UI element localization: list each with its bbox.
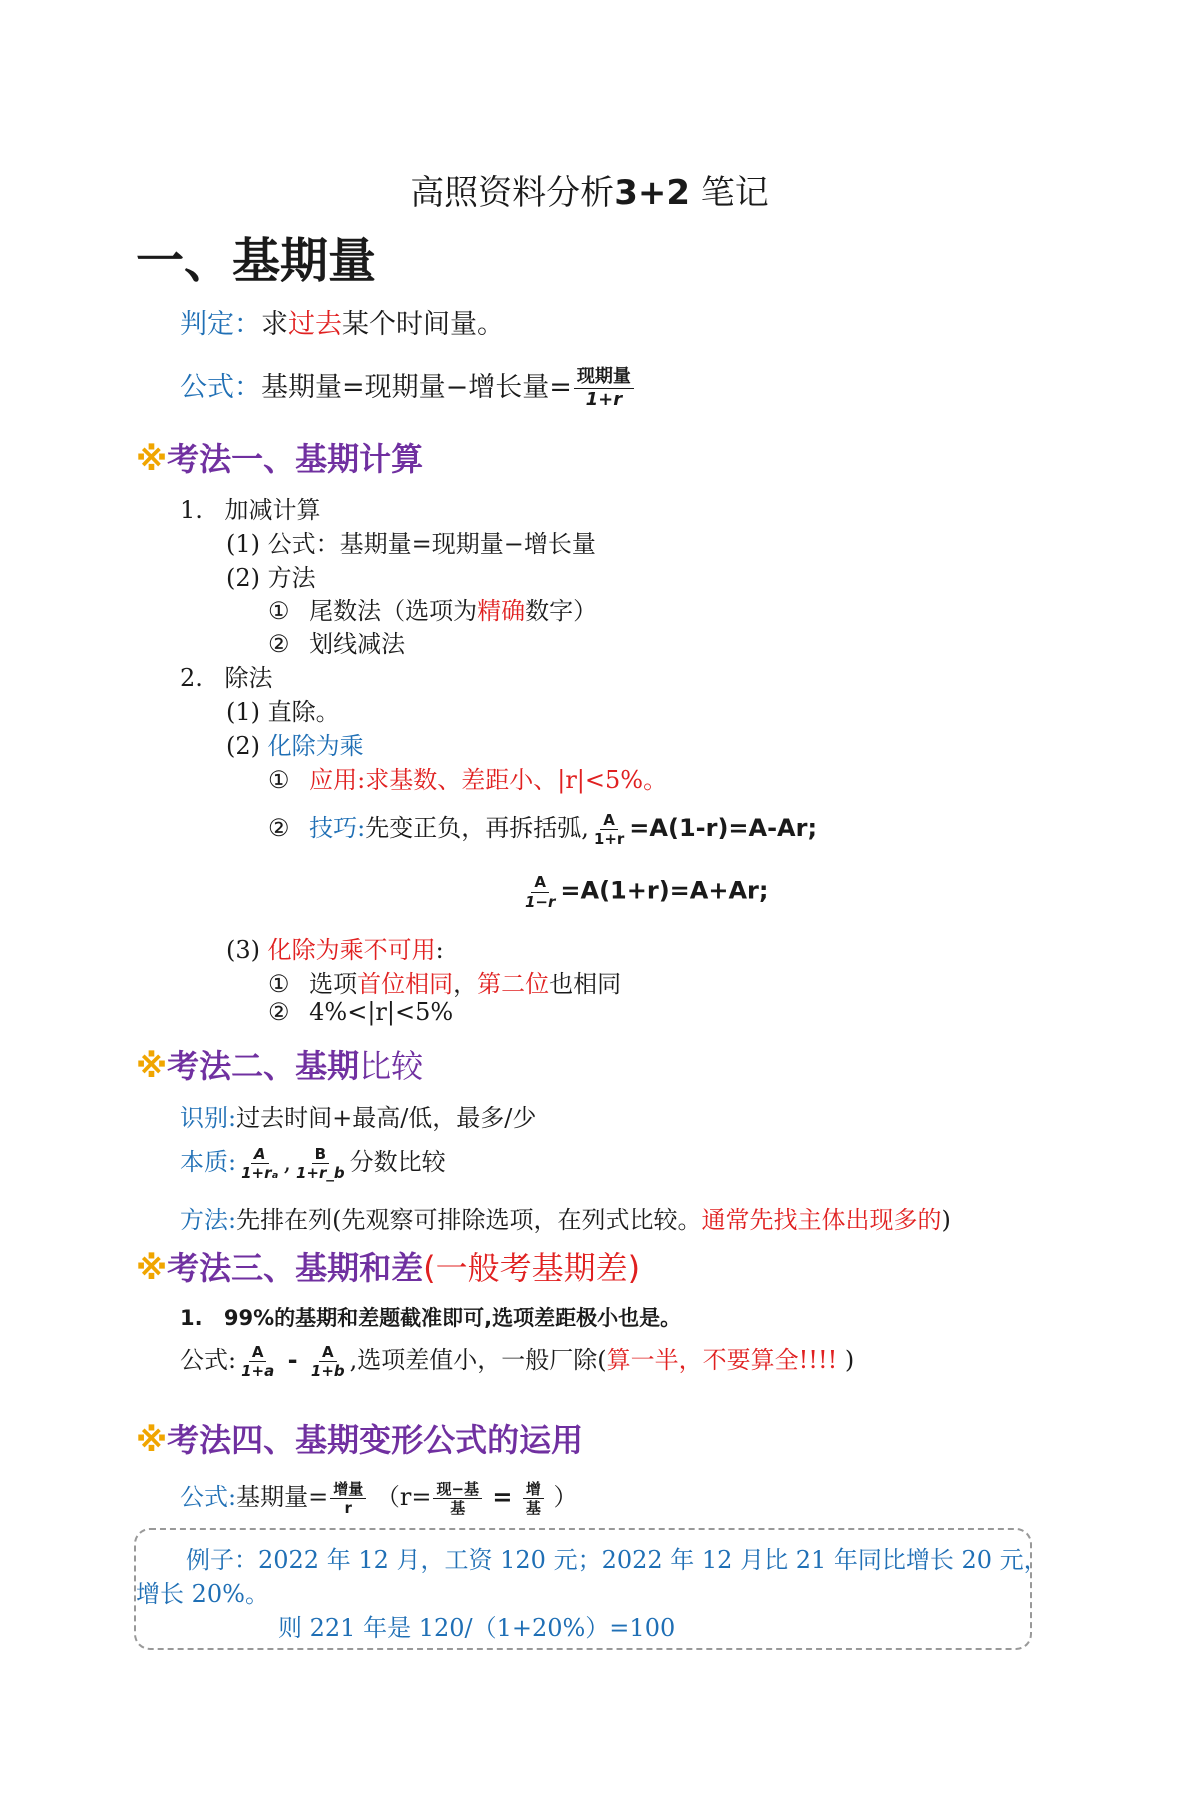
essence-fraction-b [293,1146,348,1182]
circle-text-red-2: 第二位 [477,970,550,998]
page-title [0,165,1179,214]
circle-item-first-digit [268,964,621,999]
judge-text-3: 某个时间量。 [342,309,504,340]
essence-line [180,1142,446,1182]
method2-heading [136,1041,423,1087]
formula-label: 公式： [180,372,261,403]
reference-mark-icon: ※ [136,1249,168,1287]
list-item-1 [180,490,321,525]
item-number: 1. [180,496,203,524]
circle-text-red: 应用:求基数、差距小、|r|<5%。 [309,766,668,794]
circle-item-apply [268,760,667,795]
fraction-denominator: r [344,1499,352,1517]
essence-fraction-a [238,1146,281,1182]
circle-item-1 [268,591,597,626]
method3-title-red: (一般考基期差) [423,1249,641,1287]
list-item-2 [180,658,273,693]
formula-label: 公式: [180,1483,237,1511]
identify-label: 识别: [180,1104,237,1132]
formula-text: 基期量= [236,1483,329,1511]
circle-text-a: 尾数法（选项为 [309,597,478,625]
circle-number: ② [268,814,290,842]
example-line-2: 增长 20%。 [136,1580,269,1608]
fraction-denominator: 1+r_b [296,1164,345,1182]
reference-mark-icon: ※ [136,1421,168,1459]
formula-text-end: ) [837,1346,855,1374]
m3-formula-line [180,1340,854,1380]
fraction-denominator: 1+rₐ [241,1164,279,1182]
circle-text-c: 数字） [525,597,598,625]
item-text: 99%的基期和差题截准即可,选项差距极小也是。 [223,1306,682,1330]
minus-sign: - [279,1346,306,1374]
item-text: 加减计算 [224,496,321,524]
title-bold: 3+2 [614,173,690,213]
title-prefix: 高照资料分析 [410,173,615,213]
formula-fraction [574,367,634,410]
title-suffix: 笔记 [690,173,769,213]
method1-title: 考法一、基期计算 [167,440,424,478]
skill-formula-1: =A(1-r)=A-Ar; [629,814,818,842]
method2-title-2: 比较 [359,1047,424,1085]
formula-label: 公式: [180,1346,237,1374]
sub-item-2-3 [226,930,444,965]
fraction-denominator: 1+r [585,389,623,410]
method4-title: 考法四、基期变形公式的运用 [167,1421,584,1459]
judge-label: 判定： [180,309,261,340]
example-line-1: 例子：2022 年 12 月，工资 120 元；2022 年 12 月比 21 年同比增长 20 元， [186,1546,1048,1574]
fraction-numerator: 现−基 [433,1481,482,1500]
skill-fraction-1 [591,812,627,848]
identify-text: 过去时间+最高/低，最多/少 [236,1104,537,1132]
method4-heading [136,1415,583,1461]
method-line [180,1200,951,1235]
item-number: 1. [180,1306,203,1330]
circle-number: ① [268,970,290,998]
circle-text-red-1: 首位相同 [357,970,454,998]
method2-title: 考法二、基期 [167,1047,360,1085]
identify-line [180,1098,536,1133]
sub-text-blue: 化除为乘 [267,732,364,760]
judge-text-1: 求 [261,309,288,340]
fraction-numerator: A [249,1344,267,1363]
method-text: 先排在列(先观察可排除选项，在列式比较。 [236,1206,702,1234]
sub-item-2-1: (1) 直除。 [226,698,340,726]
circle-text-comma: ， [453,970,478,998]
formula-text: 基期量=现期量−增长量= [261,372,572,403]
item-text: 除法 [224,664,273,692]
section-heading: 一、基期量 [136,233,377,289]
reference-mark-icon: ※ [136,440,168,478]
circle-item-rate [268,998,453,1026]
fraction-numerator: 增量 [330,1481,366,1500]
fraction-numerator: B [312,1146,329,1165]
sub-item-1-1: (1) 公式：基期量=现期量−增长量 [226,530,596,558]
fraction-numerator: A [531,874,549,893]
method3-heading [136,1243,640,1289]
method-label: 方法: [180,1206,237,1234]
equals-sign: = [484,1483,521,1511]
fraction-denominator: 1−r [525,892,556,911]
circle-number: ① [268,597,290,625]
fraction-numerator: A [251,1146,269,1165]
formula-line [180,365,636,410]
sub-text-red: 化除为乘不可用 [267,936,436,964]
circle-text-e: 也相同 [549,970,622,998]
m3-item-1 [180,1302,681,1332]
circle-text: 4%<|r|<5% [309,998,454,1026]
m4-fraction-b [433,1481,482,1517]
judge-line [180,302,504,341]
circle-text-a: 选项 [309,970,358,998]
m4-fraction-a [330,1481,366,1517]
fraction-denominator: 基 [525,1499,541,1517]
method1-heading [136,434,423,480]
sub-number: (3) [226,936,268,964]
essence-label: 本质: [180,1148,237,1176]
method-text-red: 通常先找主体出现多的 [701,1206,942,1234]
formula-close: ） [545,1483,578,1511]
circle-text-red: 精确 [477,597,526,625]
fraction-denominator: 1+a [241,1362,275,1380]
skill-formula-line-2 [520,874,768,910]
m4-formula-line [180,1477,578,1517]
fraction-denominator: 1+b [310,1362,345,1380]
sub-item-1-2: (2) 方法 [226,564,316,592]
sub-number: (2) [226,732,268,760]
fraction-numerator: 增 [523,1481,544,1500]
formula-text-red: 算一半，不要算全!!!! [606,1346,838,1374]
reference-mark-icon: ※ [136,1047,168,1085]
method3-title: 考法三、基期和差 [167,1249,424,1287]
essence-comma: , [283,1148,291,1176]
fraction-denominator: 基 [450,1499,466,1517]
fraction-numerator: A [319,1344,337,1363]
formula-paren: （r= [368,1483,432,1511]
circle-item-skill [268,808,817,848]
m3-fraction-a [238,1344,277,1380]
item-number: 2. [180,664,203,692]
m3-fraction-b [308,1344,348,1380]
fraction-denominator: 1+r [593,830,625,848]
circle-number: ② [268,630,290,658]
circle-number: ② [268,998,290,1026]
sub-item-2-2 [226,726,364,761]
sub-text-colon: : [435,936,444,964]
example-line-3: 则 221 年是 120/（1+20%）=100 [278,1614,676,1642]
formula-text: ,选项差值小，一般厂除( [349,1346,607,1374]
judge-text-red: 过去 [288,309,342,340]
circle-number: ① [268,766,290,794]
method-text-end: ) [941,1206,951,1234]
essence-text: 分数比较 [349,1148,446,1176]
m4-fraction-c [523,1481,544,1517]
fraction-numerator: A [600,812,618,831]
circle-item-2 [268,624,405,659]
fraction-numerator: 现期量 [574,367,634,389]
circle-text: 划线减法 [309,630,406,658]
skill-fraction-2 [522,874,558,910]
skill-label: 技巧: [309,814,366,842]
skill-text: 先变正负，再拆括弧, [365,814,589,842]
skill-formula-2: =A(1+r)=A+Ar; [560,876,769,905]
